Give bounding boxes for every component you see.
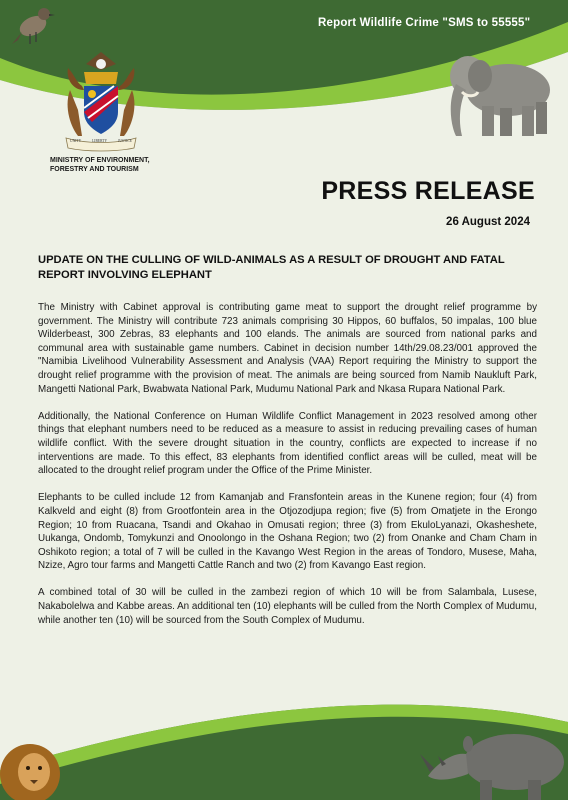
elephant-icon	[442, 40, 560, 144]
ministry-name	[50, 156, 150, 174]
ministry-line-1: MINISTRY OF ENVIRONMENT,	[50, 157, 150, 164]
document-title: UPDATE ON THE CULLING OF WILD-ANIMALS AS A RESULT OF DROUGHT AND FATAL REPORT INVOLVING ELEPHANT	[38, 254, 505, 281]
motto-right: JUSTICE	[118, 139, 132, 143]
motto-scroll	[70, 139, 132, 143]
motto-left: UNITY	[70, 139, 82, 143]
paragraph: Additionally, the National Conference on Human Wildlife Conflict Management in 2023 resolved among other things that elephant numbers need to be reduced as a measure to assist in reducing prevailing cases of human wildlife conflict. With the severe drought situation in the country, conflicts are expected to increase if no interventions are made. To this effect, 83 elephants from identified conflict areas will be culled, meat will be allocated to the drought relief program under the Office of the Prime Minister.	[38, 410, 537, 477]
release-date: 26 August 2024	[446, 216, 530, 228]
paragraph: The Ministry with Cabinet approval is contributing game meat to support the drought relief programme by government. The Ministry will contribute 723 animals comprising 30 Hippos, 60 buffalos, 50 impalas, 100 blue Wilderbeast, 300 Zebras, 83 elephants and 100 elands. The animals are sourced from national parks and communal area with sustainable game numbers. Cabinet in decision number 14th/29.08.23/001 approved the "Namibia Livelihood Vulnerability Assessment and Analysis (VAA) Report requiring the Ministry to support the drought relief programme with the provision of meat. The animals are being sourced from Namib Naukluft Park, Mangetti National Park, Bwabwata National Park, Mudumu National Park and Nkasa Rupara National Park.	[38, 302, 537, 395]
wildlife-crime-hotline: Report Wildlife Crime "SMS to 55555"	[318, 17, 531, 29]
rhino-icon	[418, 714, 568, 800]
paragraph: Elephants to be culled include 12 from Kamanjab and Fransfontein areas in the Kunene region; four (4) from Kalkveld and eight (8) from Grootfontein area in the Otjozodjupa region; five (5) from Omatjete in the Erongo Region; 10 from Ruacana, Tsandi and Okahao in Omusati region; three (3) from EkuloLyanazi, Okasheshete, Uukanga, Ondomb, Tomykunzi and Onoolongo in the Oshana Region; two (2) from Onanke and Cham Cham in Oshikoto region; a total of 7 will be culled in the Kavango West Region in the areas of Tondoro, Musese, Maha, Nzize, Agro tour farms and Mangetti Cattle Ranch and two (2) from Kavango East region.	[38, 492, 537, 572]
paragraph: A combined total of 30 will be culled in the zambezi region of which 10 will be from Salambala, Lusese, Nakabolelwa and Kabbe areas. An additional ten (10) elephants will be culled from the North Complex of Mudumu, while another ten (10) will be sourced from the South Complex of Mudumu.	[38, 587, 537, 626]
motto-center: LIBERTY	[92, 139, 108, 143]
press-release-heading: PRESS RELEASE	[321, 177, 535, 205]
document-body	[38, 301, 537, 641]
bird-icon	[8, 2, 58, 52]
lion-icon	[0, 736, 70, 800]
ministry-line-2: FORESTRY AND TOURISM	[50, 166, 139, 173]
